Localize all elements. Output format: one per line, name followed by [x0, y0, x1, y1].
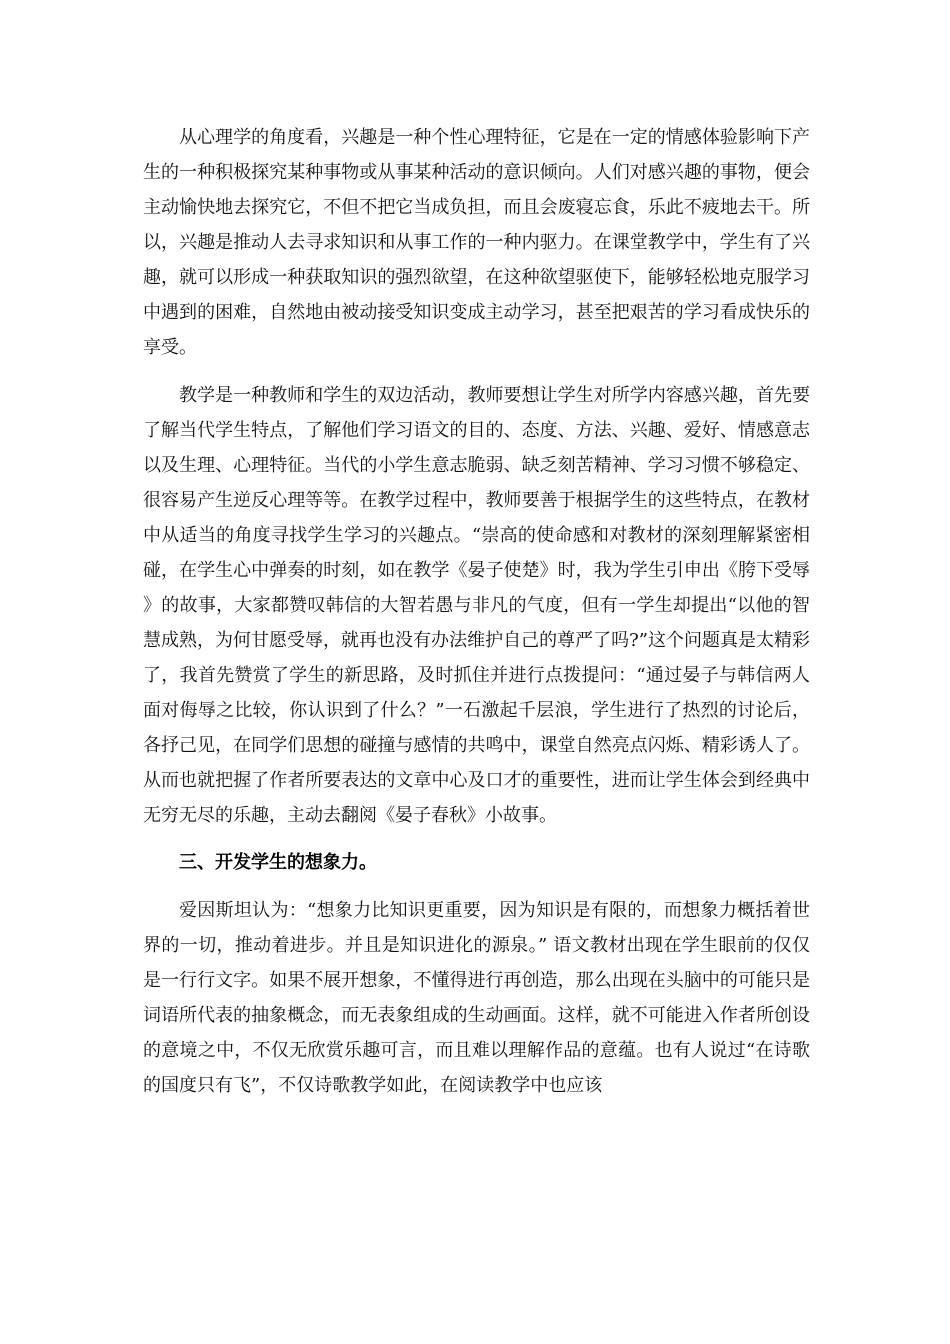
paragraph-teaching-bilateral: 教学是一种教师和学生的双边活动，教师要想让学生对所学内容感兴趣，首先要了解当代学生特点，了解他们学习语文的目的、态度、方法、兴趣、爱好、情感意志以及生理、心理特征。当代的小学生意志脆弱、缺乏刻苦精神、学习习惯不够稳定、很容易产生逆反心理等等。在教学过程中，教师要善于根据学生的这些特点，在教材中从适当的角度寻找学生学习的兴趣点。“崇高的使命感和对教材的深刻理解紧密相碰，在学生心中弹奏的时刻，如在教学《晏子使楚》时，我为学生引申出《胯下受辱》的故事，大家都赞叹韩信的大智若愚与非凡的气度，但有一学生却提出“以他的智慧成熟，为何甘愿受辱，就再也没有办法维护自己的尊严了吗?”这个问题真是太精彩了，我首先赞赏了学生的新思路，及时抓住并进行点拨提问：“通过晏子与韩信两人面对侮辱之比较，你认识到了什么？”一石激起千层浪，学生进行了热烈的讨论后，各抒己见，在同学们思想的碰撞与感情的共鸣中，课堂自然亮点闪烁、精彩诱人了。从而也就把握了作者所要表达的文章中心及口才的重要性，进而让学生体会到经典中无穷无尽的乐趣，主动去翻阅《晏子春秋》小故事。 [143, 385, 810, 826]
paragraph-interest-psychology: 从心理学的角度看，兴趣是一种个性心理特征，它是在一定的情感体验影响下产生的一种积极探究某种事物或从事某种活动的意识倾向。人们对感兴趣的事物，便会主动愉快地去探究它，不但不把它当成负担，而且会废寝忘食，乐此不疲地去干。所以，兴趣是推动人去寻求知识和从事工作的一种内驱力。在课堂教学中，学生有了兴趣，就可以形成一种获取知识的强烈欲望，在这种欲望驱使下，能够轻松地克服学习中遇到的困难，自然地由被动接受知识变成主动学习，甚至把艰苦的学习看成快乐的享受。 [143, 127, 810, 358]
section-heading-imagination: 三、开发学生的想象力。 [179, 852, 377, 873]
paragraph-einstein-imagination: 爱因斯坦认为：“想象力比知识更重要，因为知识是有限的，而想象力概括着世界的一切，推动着进步。并且是知识进化的源泉。” 语文教材出现在学生眼前的仅仅是一行行文字。如果不展开想象，不懂得进行再创造，那么出现在头脑中的可能只是词语所代表的抽象概念，而无表象组成的生动画面。这样，就不可能进入作者所创设的意境之中，不仅无欣赏乐趣可言，而且难以理解作品的意蕴。也有人说过“在诗歌的国度只有飞”，不仅诗歌教学如此，在阅读教学中也应该 [143, 900, 810, 1096]
document-page [143, 120, 810, 1103]
